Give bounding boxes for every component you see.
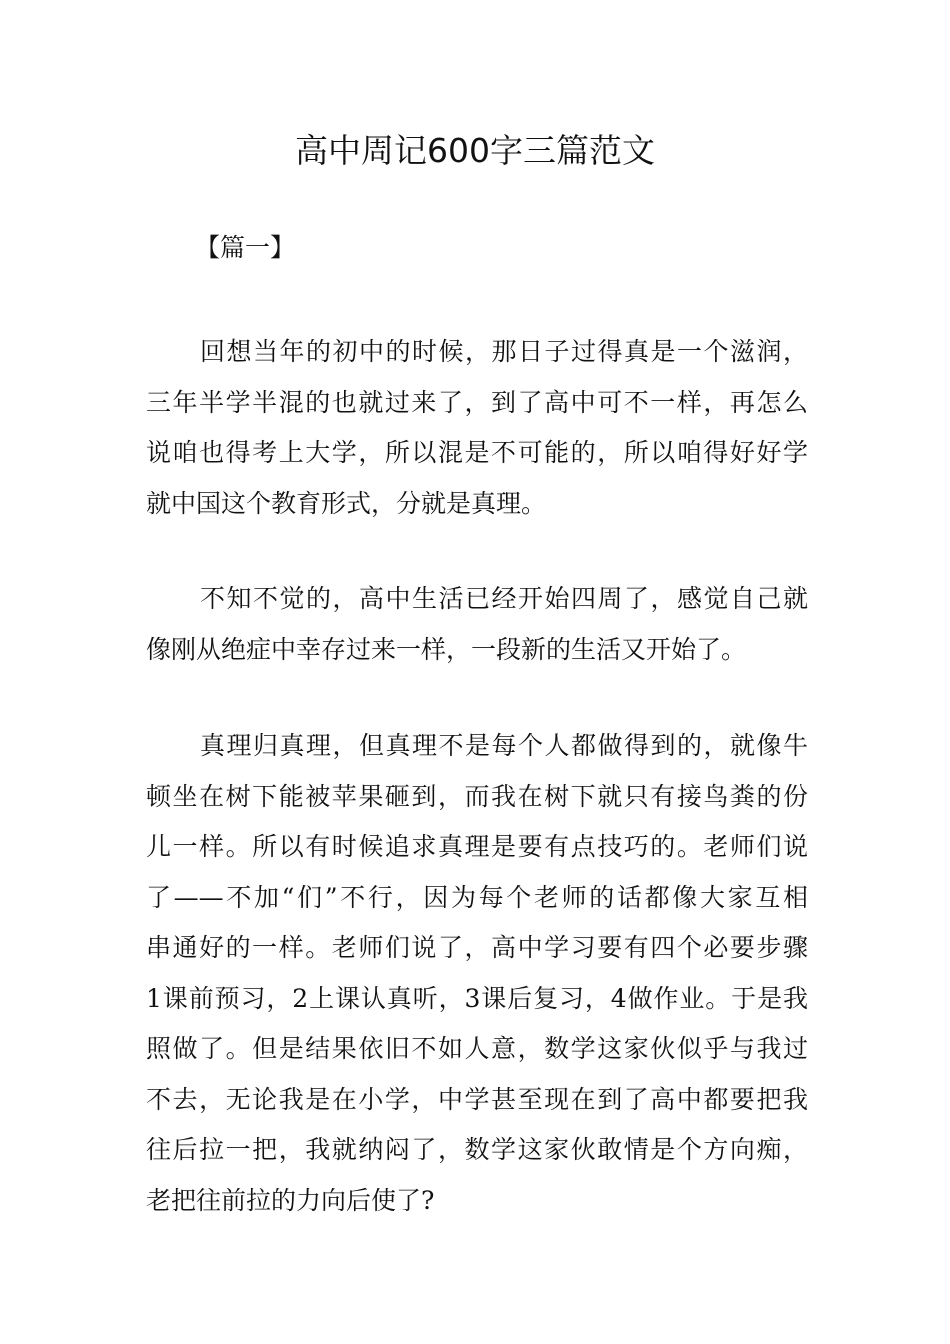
paragraph-line: 顿坐在树下能被苹果砸到，而我在树下就只有接鸟粪的份 bbox=[146, 781, 808, 811]
paragraph-line: 不去，无论我是在小学，中学甚至现在到了高中都要把我 bbox=[146, 1084, 808, 1114]
paragraph-line: 三年半学半混的也就过来了，到了高中可不一样，再怎么 bbox=[146, 387, 808, 417]
paragraph-line: 就中国这个教育形式，分就是真理。 bbox=[146, 488, 547, 518]
section-heading: 【篇一】 bbox=[195, 233, 296, 262]
paragraph-3 bbox=[146, 721, 808, 1226]
paragraph-line: 照做了。但是结果依旧不如人意，数学这家伙似乎与我过 bbox=[146, 1034, 808, 1063]
paragraph-line: 儿一样。所以有时候追求真理是要有点技巧的。老师们说 bbox=[146, 832, 808, 861]
paragraph-line: 真理归真理，但真理不是每个人都做得到的，就像牛 bbox=[200, 731, 808, 760]
paragraph-2 bbox=[146, 574, 808, 675]
paragraph-line: 不知不觉的，高中生活已经开始四周了，感觉自己就 bbox=[200, 584, 808, 613]
paragraph-line: 串通好的一样。老师们说了，高中学习要有四个必要步骤 bbox=[146, 933, 808, 962]
paragraph-line: 回想当年的初中的时候，那日子过得真是一个滋润， bbox=[200, 337, 808, 366]
paragraph-1 bbox=[146, 327, 808, 529]
paragraph-line: 说咱也得考上大学，所以混是不可能的，所以咱得好好学 bbox=[146, 438, 808, 467]
page-title: 高中周记600字三篇范文 bbox=[295, 131, 655, 170]
paragraph-line: 像刚从绝症中幸存过来一样，一段新的生活又开始了。 bbox=[146, 634, 747, 664]
paragraph-line: 往后拉一把，我就纳闷了，数学这家伙敢情是个方向痴， bbox=[146, 1135, 808, 1164]
paragraph-line: 1课前预习，2上课认真听，3课后复习，4做作业。于是我 bbox=[146, 983, 808, 1013]
paragraph-line: 老把往前拉的力向后使了? bbox=[146, 1185, 435, 1215]
paragraph-line: 了——不加“们”不行，因为每个老师的话都像大家互相 bbox=[146, 882, 808, 912]
